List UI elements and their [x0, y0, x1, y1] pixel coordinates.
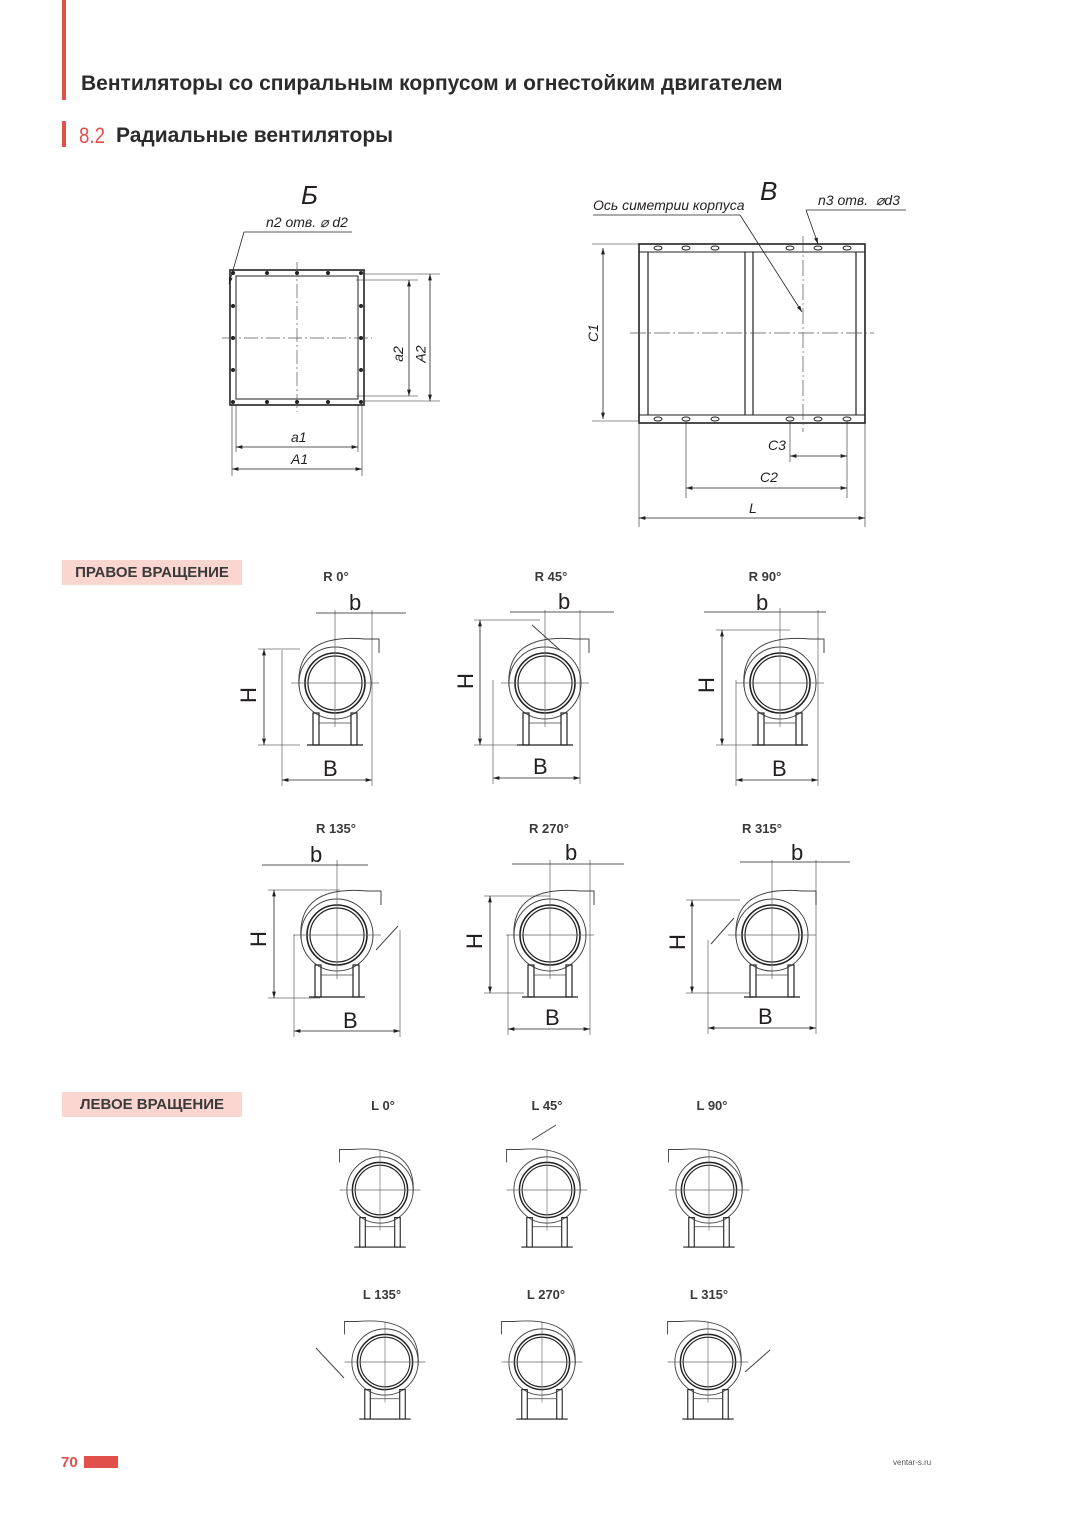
dim-A2-label: A2: [412, 345, 429, 363]
dim-B-r90: B: [772, 756, 787, 781]
dim-b-r90: b: [756, 590, 769, 615]
side-view-v: [592, 210, 906, 527]
caption-l90: L 90°: [696, 1098, 728, 1113]
view-b-label: Б: [301, 180, 318, 210]
caption-l315: L 315°: [689, 1287, 729, 1302]
dim-H-r0: H: [235, 687, 261, 703]
dim-B-r45: B: [533, 754, 548, 779]
fan-r135: [262, 860, 400, 1037]
symmetry-axis-label: Ось симетрии корпуса: [593, 197, 745, 213]
dim-b-r0: b: [349, 590, 362, 615]
fan-l0: [340, 1149, 421, 1247]
dim-a2-label: a2: [389, 346, 406, 362]
dim-H-r90: H: [693, 677, 719, 693]
dim-b-r45: b: [558, 589, 571, 614]
dim-C1-label: C1: [584, 324, 601, 342]
dim-B-r270: B: [545, 1005, 560, 1030]
dim-b-r315: b: [791, 840, 804, 865]
section-number: 8.2: [79, 123, 106, 148]
caption-r45: R 45°: [534, 569, 568, 584]
section-title: Радиальные вентиляторы: [116, 124, 394, 147]
caption-l45: L 45°: [531, 1098, 563, 1113]
caption-r315: R 315°: [742, 821, 782, 836]
fan-l90: [669, 1149, 750, 1247]
page-header-title: Вентиляторы со спиральным корпусом и огнестойким двигателем: [81, 72, 783, 95]
right-rotation-tag: ПРАВОЕ ВРАЩЕНИЕ: [62, 560, 242, 585]
dim-H-r45: H: [452, 673, 478, 689]
fan-l135: [316, 1321, 425, 1419]
caption-l0: L 0°: [371, 1098, 395, 1113]
dim-a1-label: a1: [291, 429, 307, 445]
left-rotation-tag: ЛЕВОЕ ВРАЩЕНИЕ: [62, 1092, 242, 1117]
dim-C3-label: C3: [768, 437, 786, 453]
caption-r270: R 270°: [529, 821, 569, 836]
dim-b-r135: b: [310, 842, 323, 867]
page-number: 70: [61, 1454, 78, 1471]
view-v-label: В: [760, 176, 778, 206]
caption-l270: L 270°: [526, 1287, 566, 1302]
flange-view-b: [222, 232, 440, 476]
dim-H-r135: H: [245, 931, 271, 947]
dim-H-r315: H: [664, 934, 690, 950]
site-url: ventar-s.ru: [893, 1458, 932, 1467]
dim-B-r0: B: [323, 756, 338, 781]
caption-r135: R 135°: [316, 821, 356, 836]
caption-l135: L 135°: [362, 1287, 402, 1302]
dim-b-r270: b: [565, 840, 578, 865]
dim-H-r270: H: [461, 933, 487, 949]
view-v-holes-label: n3 отв. ⌀d3: [818, 192, 900, 208]
fan-r90: [704, 608, 826, 786]
caption-r0: R 0°: [323, 569, 349, 584]
dim-B-r315: B: [758, 1004, 773, 1029]
view-b-holes-label: n2 отв. ⌀ d2: [266, 214, 348, 230]
dim-L-label: L: [749, 500, 757, 516]
caption-r90: R 90°: [748, 569, 782, 584]
dim-A1-label: A1: [291, 451, 309, 467]
fan-l270: [502, 1321, 583, 1419]
dim-C2-label: C2: [760, 469, 778, 485]
footer-accent-bar: [84, 1456, 118, 1468]
fan-l45: [507, 1125, 588, 1247]
dim-B-r135: B: [343, 1008, 358, 1033]
fan-l315: [668, 1321, 770, 1419]
